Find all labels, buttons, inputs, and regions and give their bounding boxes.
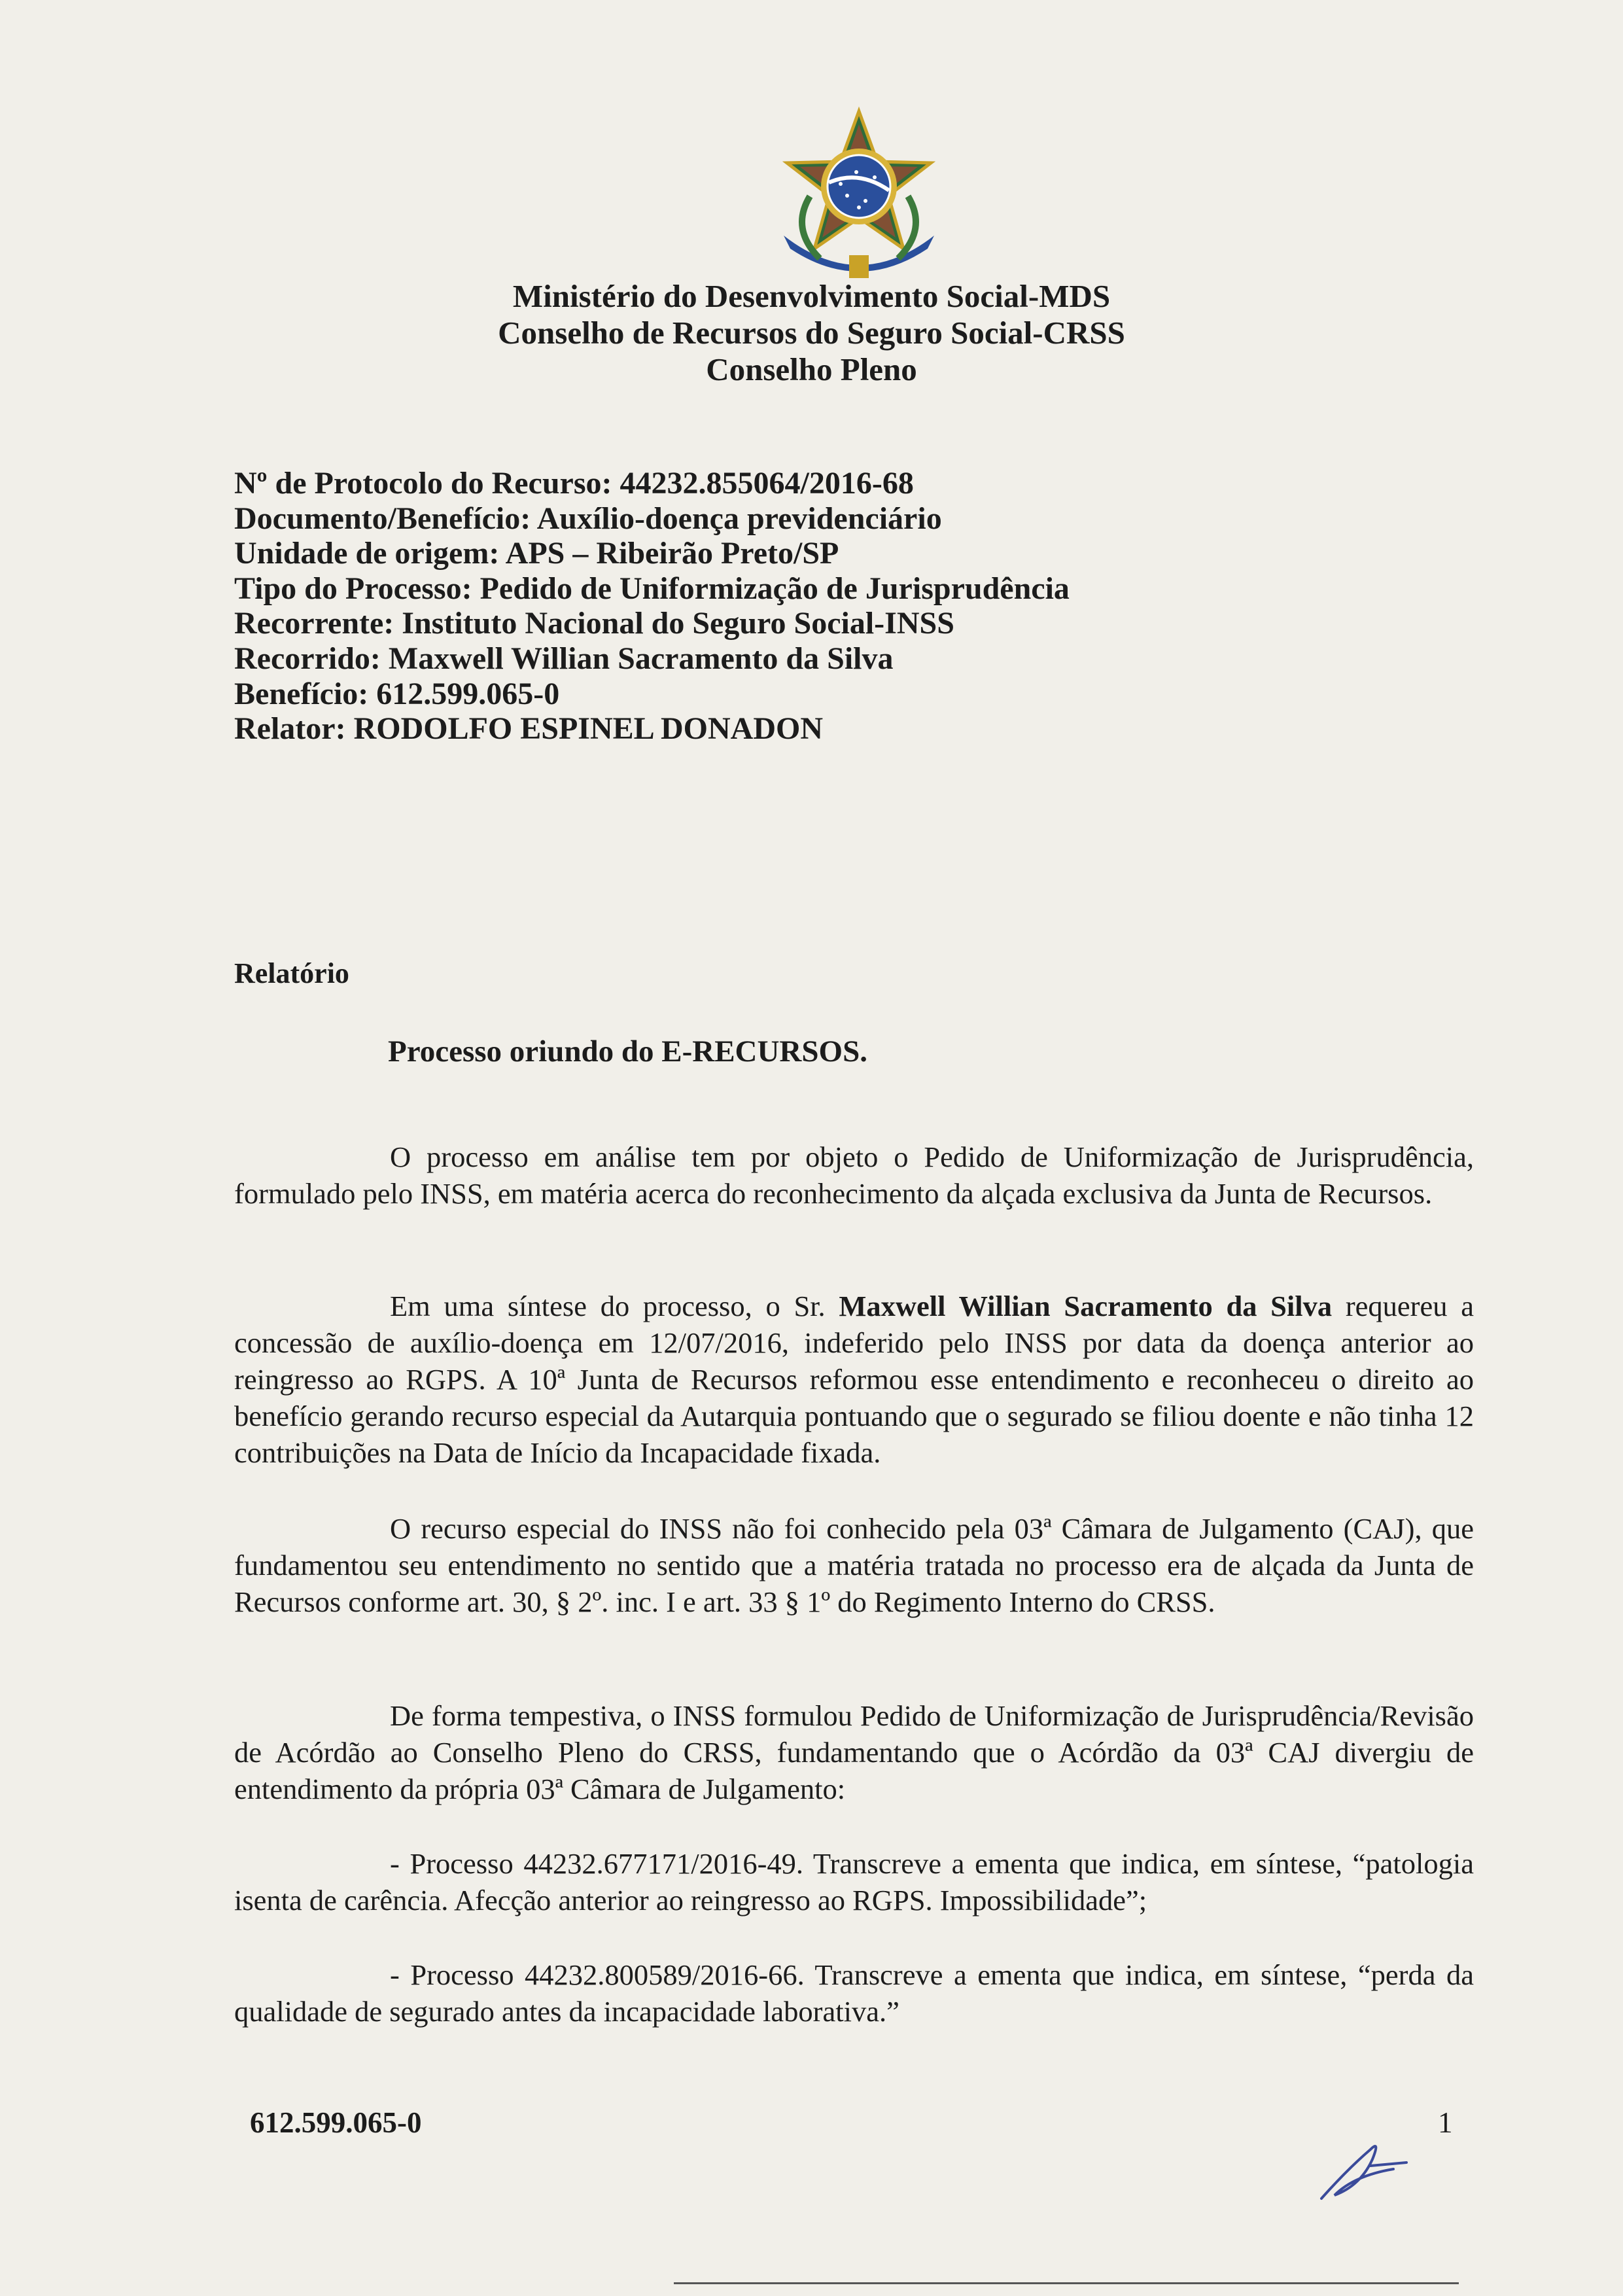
- section-title: Relatório: [234, 957, 349, 989]
- bottom-rule: [674, 2282, 1459, 2284]
- process-origin-note: Processo oriundo do E-RECURSOS.: [388, 1034, 867, 1069]
- appellee-name: Maxwell Willian Sacramento da Silva: [839, 1290, 1333, 1322]
- rapporteur: Relator: RODOLFO ESPINEL DONADON: [234, 711, 823, 747]
- document-header: [0, 278, 1623, 388]
- paragraph-uniformization: De forma tempestiva, o INSS formulou Pedido de Uniformização de Jurisprudência/Revisão de Acórdão ao Conselho Pleno do CRSS, fundamentando que o Acórdão da 03ª CAJ divergiu de entendimento da própria 03ª Câmara de Julgamento:: [234, 1699, 1474, 1805]
- ministry-name: Ministério do Desenvolvimento Social-MDS: [512, 278, 1111, 314]
- protocol-number: Nº de Protocolo do Recurso: 44232.855064/2016-68: [234, 466, 914, 501]
- paragraph-precedent-1: - Processo 44232.677171/2016-49. Transcreve a ementa que indica, em síntese, “patologia isenta de carência. Afecção anterior ao reingresso ao RGPS. Impossibilidade”;: [234, 1847, 1474, 1916]
- council-plenary: Conselho Pleno: [706, 351, 917, 387]
- page-number: 1: [1438, 2106, 1453, 2139]
- benefit-number: Benefício: 612.599.065-0: [234, 676, 560, 711]
- paragraph-synthesis: [234, 1288, 1474, 1471]
- synthesis-body: requereu a concessão de auxílio-doença em 12/07/2016, indeferido pelo INSS por data da doença anterior ao reingresso ao RGPS. A 10ª Junta de Recursos reformou esse entendimento e reconheceu o direito ao benefício gerando recurso especial da Autarquia pontuando que o segurado se filiou doente e não tinha 12 contribuições na Data de Início da Incapacidade fixada.: [234, 1290, 1474, 1469]
- paragraph-precedent-2: - Processo 44232.800589/2016-66. Transcreve a ementa que indica, em síntese, “perda da qualidade de segurado antes da incapacidade laborativa.”: [234, 1958, 1474, 2028]
- signature-initial-icon: [1308, 2130, 1420, 2208]
- document-benefit: Documento/Benefício: Auxílio-doença previdenciário: [234, 501, 942, 536]
- appellee: Recorrido: Maxwell Willian Sacramento da Silva: [234, 641, 894, 676]
- case-metadata: [234, 466, 1070, 747]
- paragraph-object: O processo em análise tem por objeto o Pedido de Uniformização de Jurisprudência, formulado pelo INSS, em matéria acerca do reconhecimento da alçada exclusiva da Junta de Recursos.: [234, 1140, 1474, 1210]
- appellant: Recorrente: Instituto Nacional do Seguro Social-INSS: [234, 606, 954, 641]
- origin-unit: Unidade de origem: APS – Ribeirão Preto/SP: [234, 536, 839, 571]
- footer-benefit-number: 612.599.065-0: [250, 2106, 422, 2139]
- process-type: Tipo do Processo: Pedido de Uniformização de Jurisprudência: [234, 571, 1070, 606]
- paragraph-special-appeal: O recurso especial do INSS não foi conhecido pela 03ª Câmara de Julgamento (CAJ), que fundamentou seu entendimento no sentido que a matéria tratada no processo era de alçada da Junta de Recursos conforme art. 30, § 2º. inc. I e art. 33 § 1º do Regimento Interno do CRSS.: [234, 1512, 1474, 1618]
- brazil-coat-of-arms-icon: [771, 98, 947, 288]
- council-name: Conselho de Recursos do Seguro Social-CRSS: [498, 315, 1125, 351]
- synthesis-intro: Em uma síntese do processo, o Sr.: [390, 1290, 839, 1322]
